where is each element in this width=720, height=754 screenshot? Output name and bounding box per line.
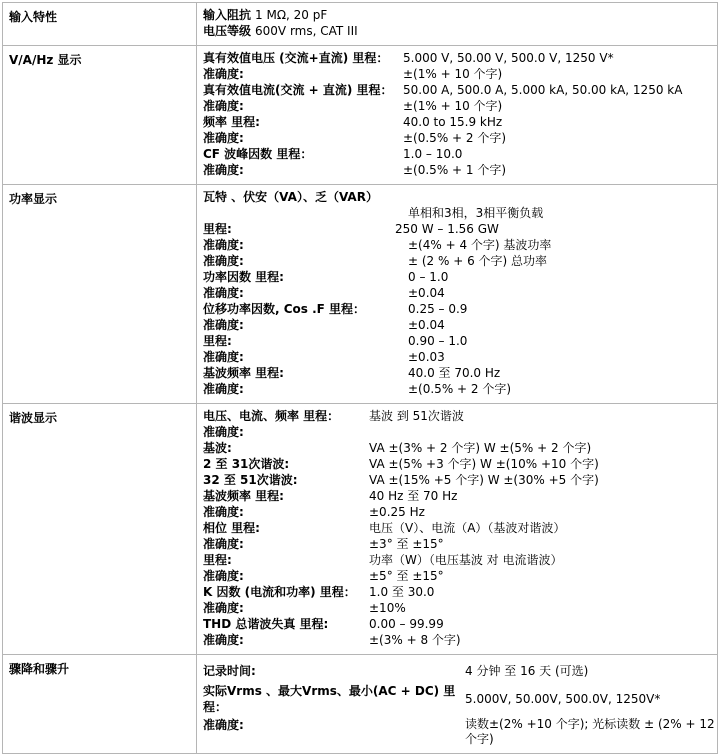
- spec-key: 准确度:: [203, 537, 244, 551]
- spec-row: [203, 237, 717, 253]
- section-vahz: [3, 46, 718, 185]
- spec-row: [203, 50, 717, 66]
- spec-value: ±(0.5% + 2 个字): [408, 382, 512, 396]
- spec-value: 5.000 V, 50.00 V, 500.0 V, 1250 V*: [403, 51, 614, 65]
- spec-value: 0.00 – 99.99: [369, 617, 444, 631]
- spec-row: [203, 301, 717, 317]
- spec-key: 准确度:: [203, 254, 244, 268]
- spec-row: [203, 189, 717, 205]
- spec-key: 实际Vrms 、最大Vrms、最小(AC + DC) 里程：: [203, 684, 456, 714]
- spec-key: 准确度:: [203, 718, 244, 732]
- spec-row: [203, 221, 717, 237]
- spec-row: [203, 600, 717, 616]
- spec-value: 0.25 – 0.9: [408, 302, 468, 316]
- spec-key: 准确度:: [203, 163, 244, 177]
- spec-row: [203, 568, 717, 584]
- section-input: [3, 3, 718, 46]
- spec-value: ±(0.5% + 1 个字): [403, 163, 507, 177]
- spec-key: 记录时间:: [203, 664, 256, 678]
- spec-key: 准确度:: [203, 350, 244, 364]
- spec-key: 2 至 31次谐波:: [203, 457, 290, 471]
- spec-value: ±0.04: [408, 286, 445, 300]
- spec-key: 瓦特 、伏安（VA）、乏（VAR）: [203, 190, 378, 204]
- spec-key: 准确度:: [203, 67, 244, 81]
- spec-value: 5.000V, 50.00V, 500.0V, 1250V*: [465, 692, 661, 706]
- section-title: 功率显示: [3, 185, 197, 404]
- spec-key: CF 波峰因数 里程：: [203, 147, 313, 161]
- spec-row: [203, 162, 717, 178]
- spec-row: [203, 717, 717, 747]
- spec-row: [203, 7, 717, 23]
- spec-value: ±0.04: [408, 318, 445, 332]
- spec-row: [203, 408, 717, 424]
- spec-value: 单相和3相，3相平衡负载: [408, 206, 544, 220]
- section-title: 谐波显示: [3, 404, 197, 655]
- spec-value: ±(1% + 10 个字): [403, 67, 503, 81]
- spec-value: ±(4% + 4 个字) 基波功率: [408, 238, 552, 252]
- spec-key: 准确度:: [203, 99, 244, 113]
- section-content: [197, 404, 718, 655]
- spec-row: [203, 114, 717, 130]
- spec-key: 基波:: [203, 441, 232, 455]
- spec-value: ±0.25 Hz: [369, 505, 425, 519]
- spec-value: VA ±(5% +3 个字) W ±(10% +10 个字): [369, 457, 599, 471]
- spec-row: [203, 253, 717, 269]
- spec-value: 50.00 A, 500.0 A, 5.000 kA, 50.00 kA, 1250 kA: [403, 83, 683, 97]
- spec-row: [203, 488, 717, 504]
- spec-row: [203, 632, 717, 648]
- section-title: 输入特性: [3, 3, 197, 46]
- spec-row: [203, 440, 717, 456]
- spec-row: [203, 205, 717, 221]
- spec-value: 功率（W）（电压基波 对 电流谐波）: [369, 553, 563, 567]
- spec-row: [203, 584, 717, 600]
- spec-key: 准确度:: [203, 318, 244, 332]
- spec-row: [203, 82, 717, 98]
- spec-row: [203, 552, 717, 568]
- spec-value: 0 – 1.0: [408, 270, 449, 284]
- spec-value: ±(0.5% + 2 个字): [403, 131, 507, 145]
- spec-row: [203, 130, 717, 146]
- spec-value: ±3° 至 ±15°: [369, 537, 444, 551]
- spec-value: VA ±(3% + 2 个字) W ±(5% + 2 个字): [369, 441, 592, 455]
- spec-value: ±10%: [369, 601, 406, 615]
- section-content: [197, 3, 718, 46]
- spec-value: 1.0 至 30.0: [369, 585, 435, 599]
- spec-value: ±(3% + 8 个字): [369, 633, 461, 647]
- section-content: [197, 655, 718, 754]
- spec-key: 准确度:: [203, 131, 244, 145]
- spec-row: [203, 663, 717, 679]
- spec-row: [203, 333, 717, 349]
- spec-row: [203, 349, 717, 365]
- spec-value: 1 MΩ, 20 pF: [255, 8, 328, 22]
- spec-key: 基波频率 里程:: [203, 366, 284, 380]
- spec-key: 相位 里程:: [203, 521, 260, 535]
- spec-key: 准确度:: [203, 286, 244, 300]
- section-harmonics: [3, 404, 718, 655]
- spec-key: 输入阻抗: [203, 8, 252, 22]
- spec-value: ±(1% + 10 个字): [403, 99, 503, 113]
- spec-key: 准确度:: [203, 601, 244, 615]
- spec-key: 32 至 51次谐波:: [203, 473, 298, 487]
- spec-key: 准确度:: [203, 569, 244, 583]
- spec-row: [203, 317, 717, 333]
- spec-key: 准确度:: [203, 633, 244, 647]
- spec-value: ±5° 至 ±15°: [369, 569, 444, 583]
- spec-key: 准确度:: [203, 505, 244, 519]
- section-dips-swells: [3, 655, 718, 754]
- spec-key: 准确度:: [203, 238, 244, 252]
- spec-value: 1.0 – 10.0: [403, 147, 463, 161]
- spec-row: [203, 98, 717, 114]
- spec-value: 40 Hz 至 70 Hz: [369, 489, 458, 503]
- spec-key: 准确度:: [203, 382, 244, 396]
- spec-value: VA ±(15% +5 个字) W ±(30% +5 个字): [369, 473, 599, 487]
- spec-row: [203, 456, 717, 472]
- spec-key: 里程:: [203, 334, 232, 348]
- section-content: [197, 46, 718, 185]
- spec-key: 基波频率 里程:: [203, 489, 284, 503]
- spec-key: [203, 205, 408, 221]
- section-power: [3, 185, 718, 404]
- spec-value: ± (2 % + 6 个字) 总功率: [408, 254, 548, 268]
- spec-value: 读数±(2% +10 个字); 光标读数 ± (2% + 12 个字): [465, 717, 715, 746]
- spec-table: [2, 2, 718, 754]
- spec-value: ±0.03: [408, 350, 445, 364]
- spec-key: THD 总谐波失真 里程:: [203, 617, 329, 631]
- spec-key: 真有效值电压 (交流+直流) 里程：: [203, 51, 389, 65]
- spec-key: 里程:: [203, 553, 232, 567]
- section-title: 骤降和骤升: [3, 655, 197, 754]
- spec-value: 40.0 至 70.0 Hz: [408, 366, 501, 380]
- spec-key: 频率 里程:: [203, 115, 260, 129]
- spec-key: K 因数 (电流和功率) 里程：: [203, 585, 356, 599]
- spec-key: 电压、电流、频率 里程：: [203, 409, 340, 423]
- spec-row: [203, 365, 717, 381]
- spec-row: [203, 381, 717, 397]
- section-title: V/A/Hz 显示: [3, 46, 197, 185]
- spec-row: [203, 536, 717, 552]
- spec-row: [203, 23, 717, 39]
- spec-value: 电压（V）、电流（A）（基波对谐波）: [369, 521, 566, 535]
- spec-key: 里程:: [203, 222, 232, 236]
- section-content: [197, 185, 718, 404]
- spec-row: [203, 504, 717, 520]
- spec-key: 功率因数 里程:: [203, 270, 284, 284]
- spec-key: 真有效值电流(交流 + 直流) 里程：: [203, 83, 393, 97]
- spec-row: [203, 66, 717, 82]
- spec-row: [203, 285, 717, 301]
- spec-row: [203, 683, 717, 715]
- spec-value: 250 W – 1.56 GW: [395, 222, 499, 236]
- spec-key: 准确度:: [203, 425, 244, 439]
- spec-row: [203, 472, 717, 488]
- spec-key: 电压等级: [203, 24, 252, 38]
- spec-value: 4 分钟 至 16 天 (可选): [465, 664, 589, 678]
- spec-row: [203, 424, 717, 440]
- spec-value: 600V rms, CAT III: [255, 24, 358, 38]
- spec-value: 基波 到 51次谐波: [369, 409, 464, 423]
- spec-row: [203, 520, 717, 536]
- spec-value: 40.0 to 15.9 kHz: [403, 115, 503, 129]
- spec-row: [203, 269, 717, 285]
- spec-value: 0.90 – 1.0: [408, 334, 468, 348]
- spec-key: 位移功率因数, Cos .F 里程：: [203, 302, 366, 316]
- spec-row: [203, 616, 717, 632]
- spec-row: [203, 146, 717, 162]
